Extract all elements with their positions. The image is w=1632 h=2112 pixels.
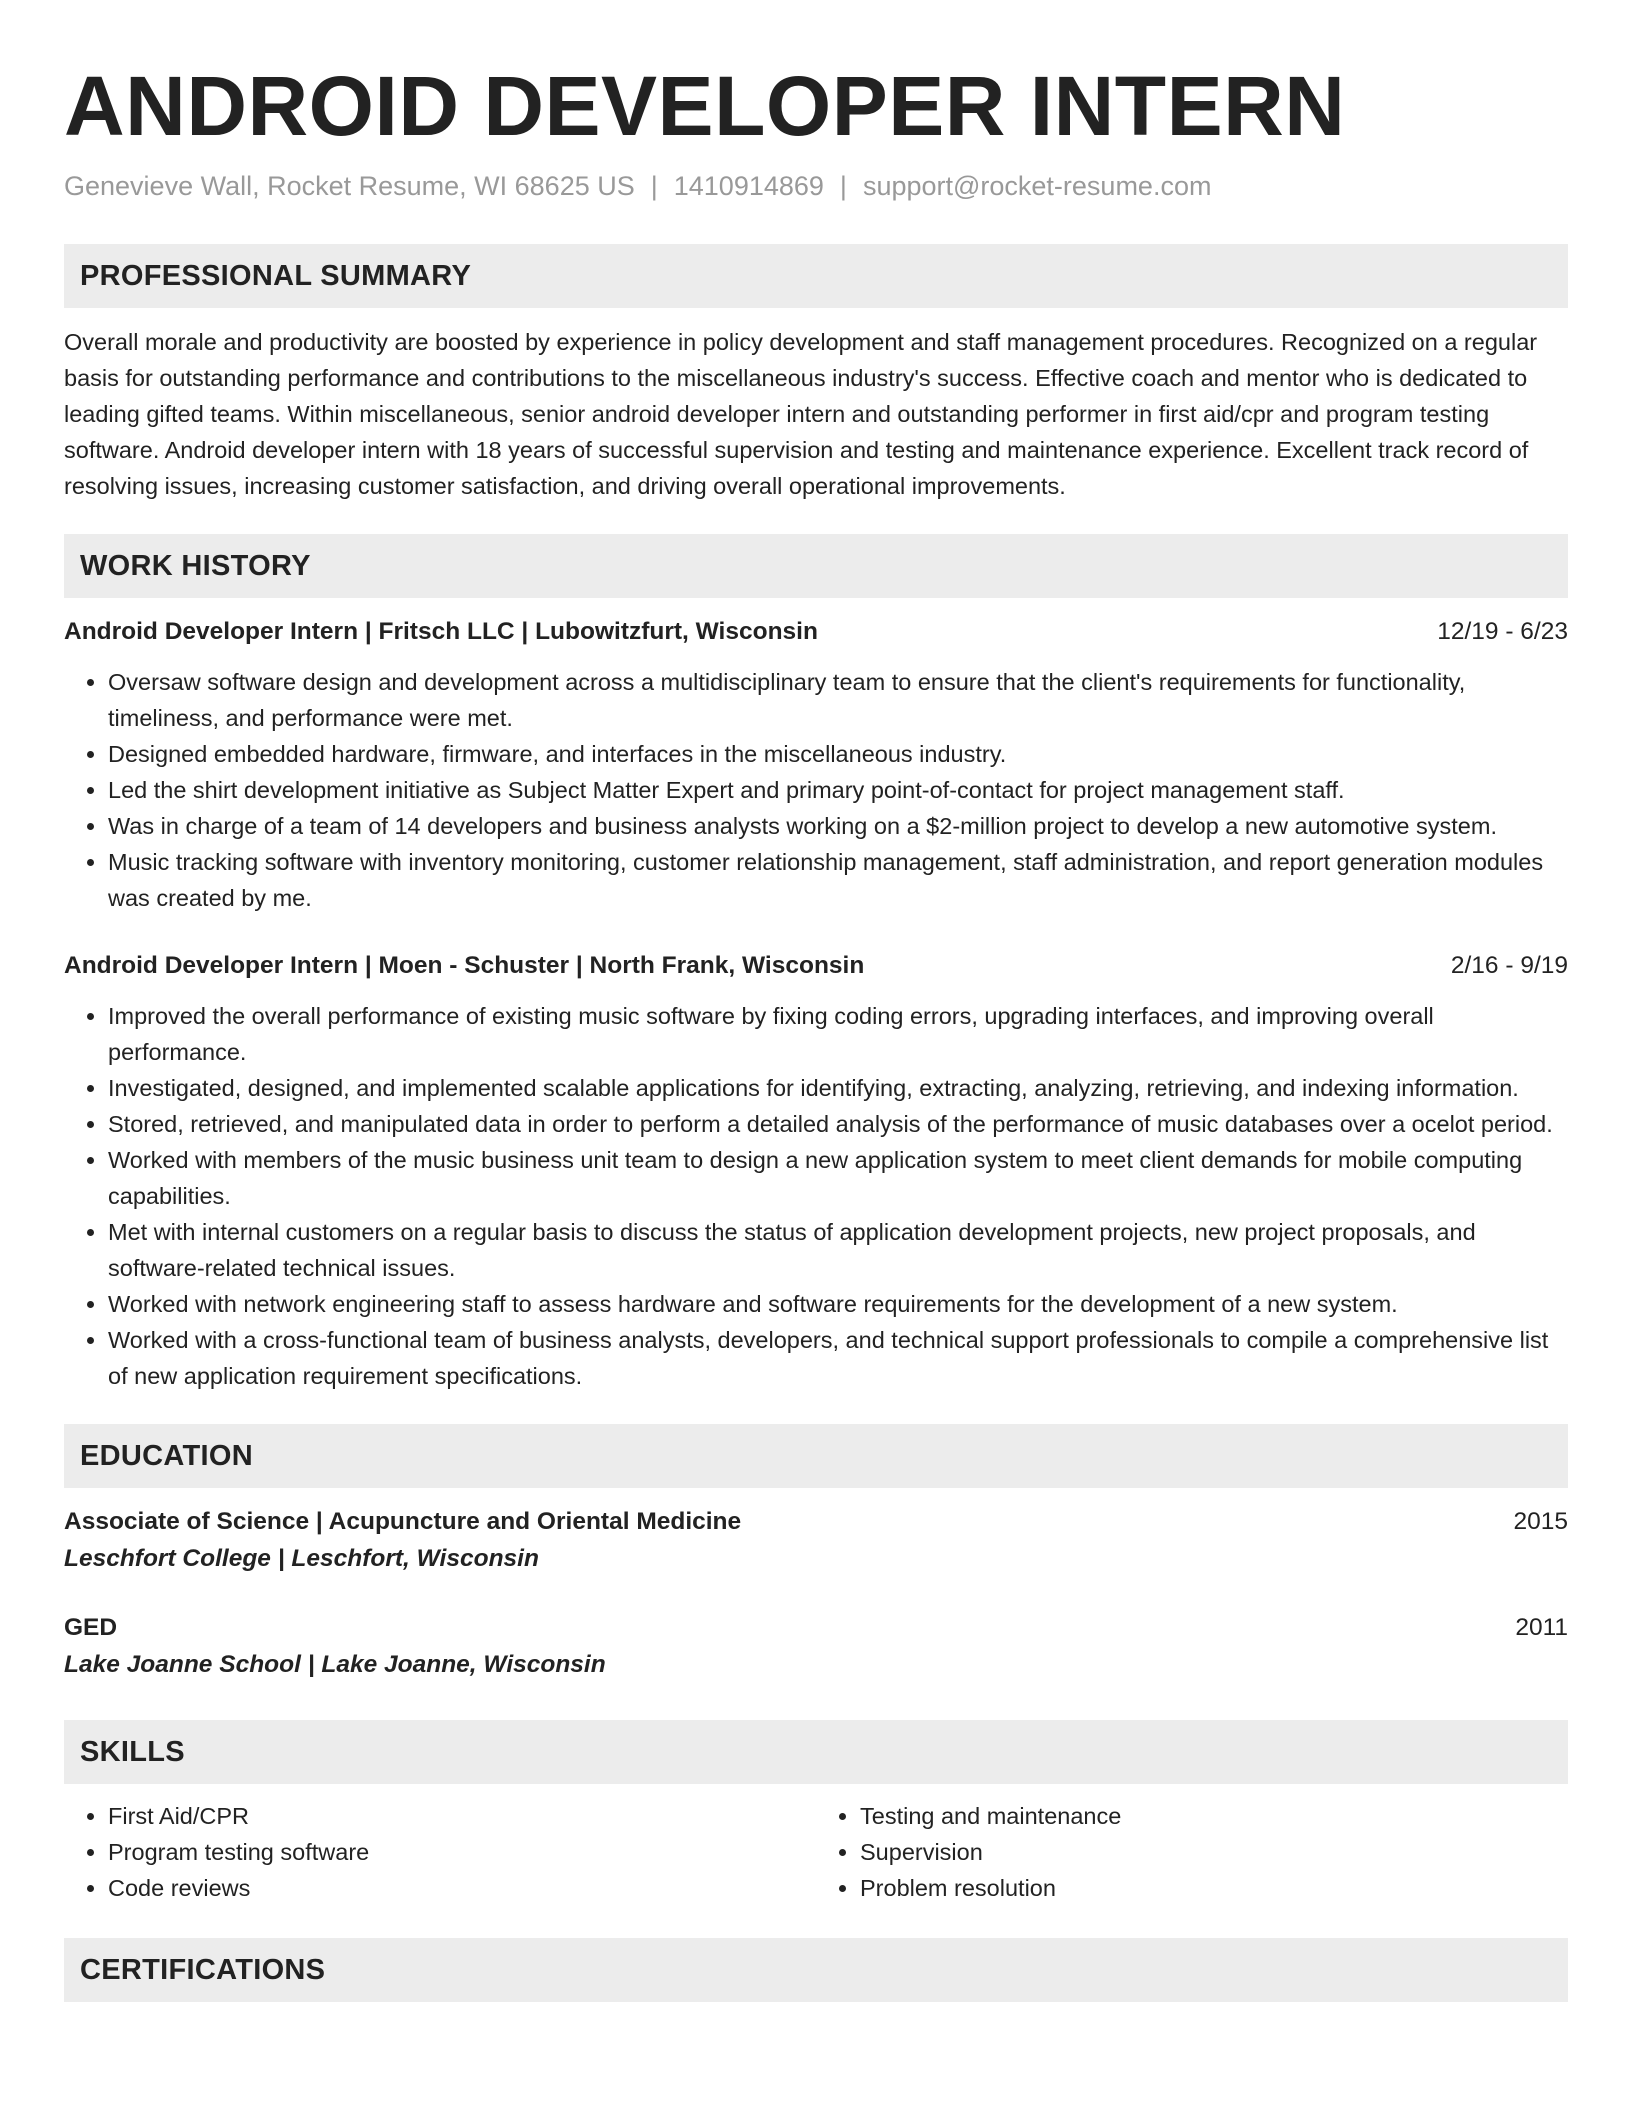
degree-title: Associate of Science | Acupuncture and Oriental Medicine <box>64 1508 742 1535</box>
contact-address: Genevieve Wall, Rocket Resume, WI 68625 US <box>64 171 635 201</box>
skill-item: • Code reviews <box>108 1870 816 1906</box>
job-bullet: • Oversaw software design and development across a multidisciplinary team to ensure that the client's requirements for functionality, timeliness, and performance were met. <box>108 664 1568 736</box>
skills-list-right <box>816 1798 1568 1906</box>
section-heading-certifications: CERTIFICATIONS <box>64 1938 1568 2002</box>
job-bullet-list <box>64 998 1568 1394</box>
job-bullet: • Investigated, designed, and implemented scalable applications for identifying, extracting, analyzing, retrieving, and indexing information. <box>108 1070 1568 1106</box>
contact-separator: | <box>839 171 847 201</box>
education-header <box>64 1504 1568 1540</box>
education-date: 2011 <box>1515 1614 1568 1641</box>
summary-text: Overall morale and productivity are boosted by experience in policy development and staff management procedures. Recognized on a regular basis for outstanding performance and contributions to the miscellaneous industry's success. Effective coach and mentor who is dedicated to leading gifted teams. Within miscellaneous, senior android developer intern and outstanding performer in first aid/cpr and program testing software. Android developer intern with 18 years of successful supervision and testing and maintenance experience. Excellent track record of resolving issues, increasing customer satisfaction, and driving overall operational improvements. <box>64 329 1538 499</box>
skill-item: • Supervision <box>860 1834 1568 1870</box>
degree-title: GED <box>64 1614 118 1641</box>
job-bullet: • Stored, retrieved, and manipulated data in order to perform a detailed analysis of the performance of music databases over a ocelot period. <box>108 1106 1568 1142</box>
job-bullet: • Music tracking software with inventory monitoring, customer relationship management, staff administration, and report generation modules was created by me. <box>108 844 1568 916</box>
section-heading-work-history: WORK HISTORY <box>64 534 1568 598</box>
school-name: Leschfort College | Leschfort, Wisconsin <box>64 1545 539 1572</box>
job-bullet: • Worked with members of the music business unit team to design a new application system to meet client demands for mobile computing capabilities. <box>108 1142 1568 1214</box>
contact-phone: 1410914869 <box>673 171 824 201</box>
skills-list-left <box>64 1798 816 1906</box>
job-header <box>64 948 1568 984</box>
education-entry <box>64 1610 1568 1684</box>
job-title: Android Developer Intern | Moen - Schuster | North Frank, Wisconsin <box>64 952 865 979</box>
job-bullet: • Was in charge of a team of 14 developers and business analysts working on a $2-million project to develop a new automotive system. <box>108 808 1568 844</box>
job-bullet: • Worked with a cross-functional team of business analysts, developers, and technical support professionals to compile a comprehensive list of new application requirement specifications. <box>108 1322 1568 1394</box>
job-date: 12/19 - 6/23 <box>1437 618 1568 645</box>
skill-item: • First Aid/CPR <box>108 1798 816 1834</box>
contact-email[interactable]: support@rocket-resume.com <box>862 171 1212 201</box>
contact-line <box>64 168 1568 204</box>
education-header <box>64 1610 1568 1646</box>
skill-item: • Testing and maintenance <box>860 1798 1568 1834</box>
job-bullet: • Improved the overall performance of existing music software by fixing coding errors, upgrading interfaces, and improving overall performance. <box>108 998 1568 1070</box>
resume-title: ANDROID DEVELOPER INTERN <box>64 59 1346 153</box>
contact-separator: | <box>650 171 658 201</box>
job-title: Android Developer Intern | Fritsch LLC | Lubowitzfurt, Wisconsin <box>64 618 818 645</box>
skill-item: • Problem resolution <box>860 1870 1568 1906</box>
job-date: 2/16 - 9/19 <box>1450 952 1568 979</box>
job-entry <box>64 614 1568 916</box>
job-bullet: • Led the shirt development initiative as Subject Matter Expert and primary point-of-contact for project management staff. <box>108 772 1568 808</box>
job-bullet-list <box>64 664 1568 916</box>
education-entry <box>64 1504 1568 1578</box>
section-heading-skills: SKILLS <box>64 1720 1568 1784</box>
skill-item: • Program testing software <box>108 1834 816 1870</box>
job-bullet: • Designed embedded hardware, firmware, and interfaces in the miscellaneous industry. <box>108 736 1568 772</box>
job-header <box>64 614 1568 650</box>
skills-grid <box>64 1798 1568 1906</box>
job-bullet: • Met with internal customers on a regular basis to discuss the status of application development projects, new project proposals, and software-related technical issues. <box>108 1214 1568 1286</box>
job-bullet: • Worked with network engineering staff to assess hardware and software requirements for the development of a new system. <box>108 1286 1568 1322</box>
section-heading-education: EDUCATION <box>64 1424 1568 1488</box>
job-entry <box>64 948 1568 1394</box>
section-heading-summary: PROFESSIONAL SUMMARY <box>64 244 1568 308</box>
school-name: Lake Joanne School | Lake Joanne, Wisconsin <box>64 1651 606 1678</box>
education-date: 2015 <box>1513 1508 1568 1535</box>
